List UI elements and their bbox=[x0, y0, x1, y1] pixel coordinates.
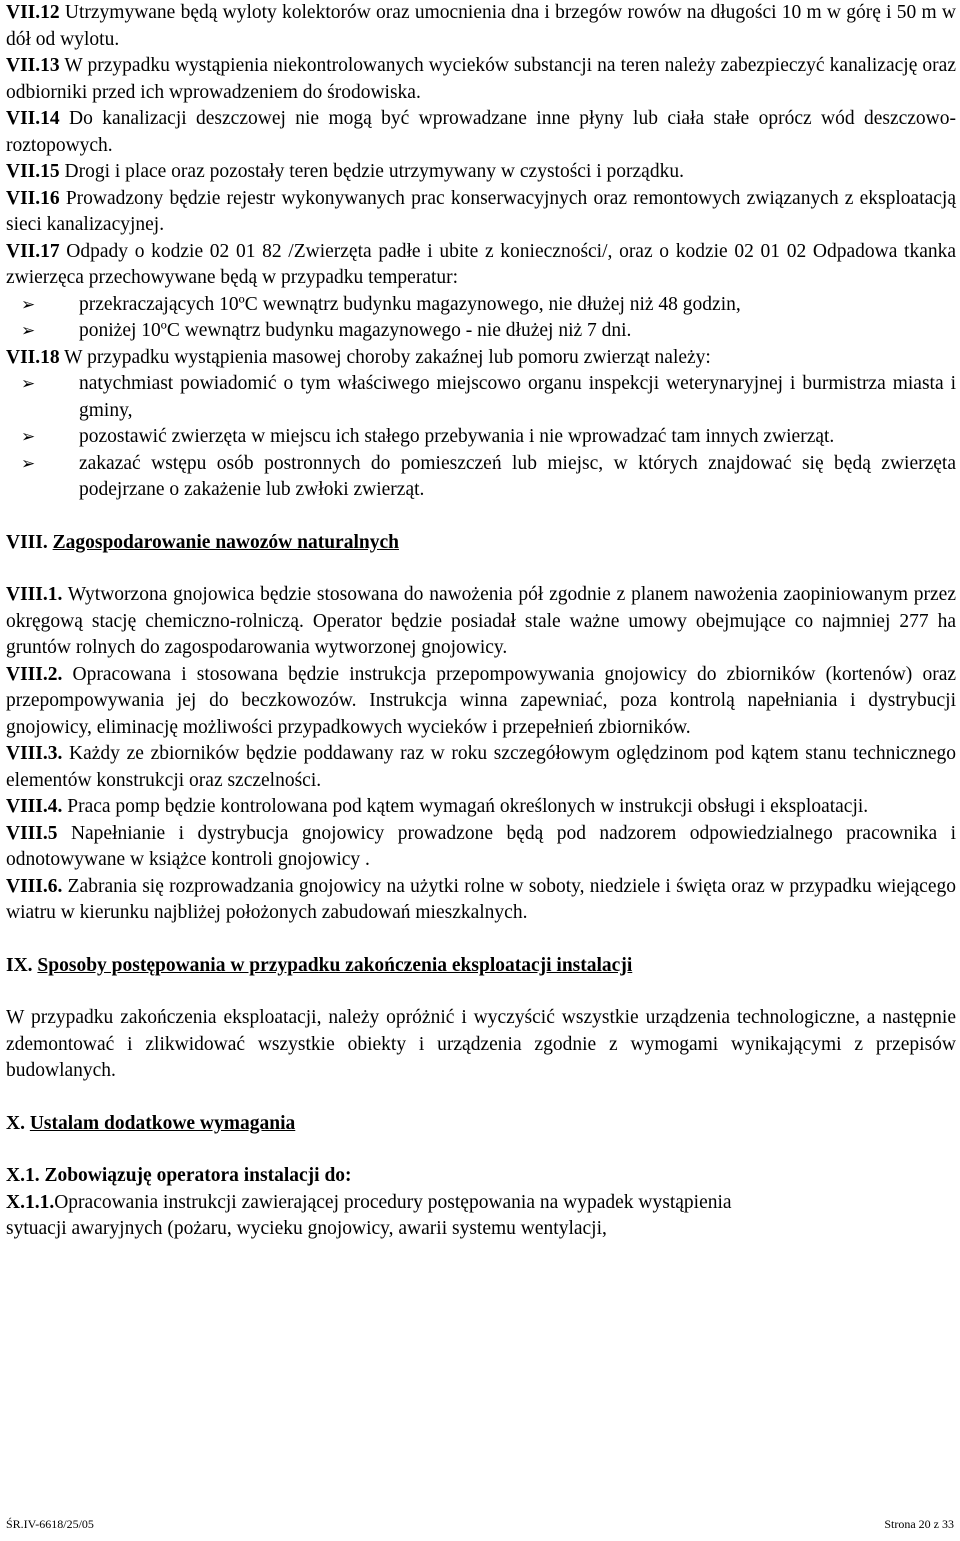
list-item bbox=[6, 424, 956, 451]
list-item bbox=[6, 371, 956, 424]
section-number: X. bbox=[6, 1112, 25, 1134]
paragraph-text: W przypadku wystąpienia masowej choroby zakaźnej lub pomoru zwierząt należy: bbox=[59, 346, 711, 368]
subheading-x-1: X.1. Zobowiązuję operatora instalacji do: bbox=[6, 1165, 352, 1186]
paragraph-viii-4 bbox=[6, 794, 956, 821]
page-number: Strona 20 z 33 bbox=[884, 1517, 954, 1531]
paragraph-viii-1 bbox=[6, 582, 956, 662]
paragraph-ref: VIII.5 bbox=[6, 822, 58, 844]
paragraph-text: Odpady o kodzie 02 01 82 /Zwierzęta padłe i ubite z konieczności/, oraz o kodzie 02 01 02 Odpadowa tkanka zwierzęca przechowywane będą w przypadku temperatur: bbox=[6, 240, 956, 288]
paragraph-text: Praca pomp będzie kontrolowana pod kątem wymagań określonych w instrukcji obsługi i eksploatacji. bbox=[62, 796, 869, 817]
section-heading-viii bbox=[6, 530, 956, 557]
section-number: IX. bbox=[6, 954, 33, 976]
arrow-bullet-icon: ➢ bbox=[21, 294, 36, 314]
bullet-list-vii-18 bbox=[6, 371, 956, 504]
paragraph-vii-17 bbox=[6, 239, 956, 292]
arrow-bullet-icon: ➢ bbox=[21, 321, 36, 340]
paragraph-ref: VIII.3. bbox=[6, 743, 63, 764]
paragraph-ref: VII.14 bbox=[6, 108, 60, 129]
paragraph-text: Opracowana i stosowana będzie instrukcja przepompowywania gnojowicy do zbiorników (kortenów) oraz przepompowywania jej do beczkowozów. Instrukcja winna zapewniać, poza kontrolą napełniania i dystrybucji gnojowicy, eliminację możliwości przypadkowych wycieków i przepełnień zbiorników. bbox=[6, 663, 956, 738]
section-title: Zagospodarowanie nawozów naturalnych bbox=[52, 531, 399, 553]
paragraph-text: W przypadku wystąpienia niekontrolowanych wycieków substancji na teren należy zabezpieczyć kanalizację oraz odbiorniki przed ich wprowadzeniem do środowiska. bbox=[6, 55, 956, 103]
paragraph-ref: VII.17 bbox=[6, 240, 60, 262]
paragraph-ix-body: W przypadku zakończenia eksploatacji, należy opróżnić i wyczyścić wszystkie urządzenia technologiczne, a następnie zdemontować i zlikwidować wszystkie obiekty i urządzenia zgodnie z wymogami wynikającymi z przepisów budowlanych. bbox=[6, 1007, 956, 1081]
paragraph-vii-15 bbox=[6, 159, 956, 186]
paragraph-viii-6 bbox=[6, 874, 956, 927]
paragraph-text: Każdy ze zbiorników będzie poddawany raz w roku szczegółowym oględzinom pod kątem stanu technicznego elementów konstrukcji oraz szczelności. bbox=[6, 743, 956, 791]
section-heading-x bbox=[6, 1111, 956, 1138]
document-page bbox=[6, 0, 956, 1243]
section-number: VIII. bbox=[6, 531, 48, 553]
section-title: Sposoby postępowania w przypadku zakończenia eksploatacji instalacji bbox=[37, 954, 633, 976]
paragraph-vii-16 bbox=[6, 186, 956, 239]
paragraph-ref: VII.12 bbox=[6, 2, 60, 23]
paragraph-text: Napełnianie i dystrybucja gnojowicy prowadzone będą pod nadzorem odpowiedzialnego pracownika i odnotowywane w książce kontroli gnojowicy . bbox=[6, 822, 956, 870]
paragraph-text: Drogi i place oraz pozostały teren będzie utrzymywany w czystości i porządku. bbox=[59, 161, 684, 182]
paragraph-ref: VIII.2. bbox=[6, 663, 63, 685]
paragraph-text: Wytworzona gnojowica będzie stosowana do nawożenia pół zgodnie z planem nawożenia zaopiniowanym przez okręgową stację chemiczno-rolniczą. Operator będzie posiadał stale ważne umowy obejmujące co najmniej 277 ha gruntów rolnych do zagospodarowania wytworzonej gnojowicy. bbox=[6, 584, 956, 658]
paragraph-viii-5 bbox=[6, 821, 956, 874]
paragraph-ref: VII.16 bbox=[6, 187, 60, 209]
list-item-text: przekraczających 10ºC wewnątrz budynku magazynowego, nie dłużej niż 48 godzin, bbox=[79, 293, 741, 315]
paragraph-text: Opracowania instrukcji zawierającej procedury postępowania na wypadek wystąpienia bbox=[54, 1191, 732, 1213]
paragraph-ref: X.1.1. bbox=[6, 1191, 55, 1213]
paragraph-ref: VII.18 bbox=[6, 346, 60, 368]
paragraph-vii-12 bbox=[6, 0, 956, 53]
paragraph-vii-13 bbox=[6, 53, 956, 106]
list-item-text: poniżej 10ºC wewnątrz budynku magazynowego - nie dłużej niż 7 dni. bbox=[79, 320, 632, 341]
arrow-bullet-icon: ➢ bbox=[21, 374, 36, 393]
arrow-bullet-icon: ➢ bbox=[21, 427, 36, 446]
paragraph-ref: VII.13 bbox=[6, 55, 60, 76]
section-heading-ix bbox=[6, 953, 956, 980]
paragraph-text: Prowadzony będzie rejestr wykonywanych prac konserwacyjnych oraz remontowych związanych z eksploatacją sieci kanalizacyjnej. bbox=[6, 187, 956, 235]
arrow-bullet-icon: ➢ bbox=[21, 453, 36, 473]
list-item-text: zakazać wstępu osób postronnych do pomieszczeń lub miejsc, w których znajdować się będą zwierzęta podejrzane o zakażenie lub zwłoki zwierząt. bbox=[79, 452, 956, 500]
paragraph-x-1-1 bbox=[6, 1190, 956, 1243]
paragraph-ref: VIII.6. bbox=[6, 875, 63, 897]
paragraph-viii-3 bbox=[6, 741, 956, 794]
list-item-text: natychmiast powiadomić o tym właściwego miejscowo organu inspekcji weterynaryjnej i burmistrza miasta i gminy, bbox=[79, 373, 956, 421]
paragraph-vii-18 bbox=[6, 345, 956, 372]
list-item bbox=[6, 292, 956, 319]
paragraph-vii-14 bbox=[6, 106, 956, 159]
paragraph-text: Zabrania się rozprowadzania gnojowicy na użytki rolne w soboty, niedziele i święta oraz w przypadku wiejącego wiatru w kierunku najbliżej położonych zabudowań mieszkalnych. bbox=[6, 875, 956, 923]
section-title: Ustalam dodatkowe wymagania bbox=[29, 1112, 296, 1134]
paragraph-viii-2 bbox=[6, 662, 956, 742]
list-item bbox=[6, 451, 956, 504]
paragraph-ref: VIII.1. bbox=[6, 584, 63, 605]
document-id: ŚR.IV-6618/25/05 bbox=[6, 1517, 94, 1531]
paragraph-text: Do kanalizacji deszczowej nie mogą być wprowadzane inne płyny lub ciała stałe oprócz wód deszczowo-roztopowych. bbox=[6, 108, 956, 156]
paragraph-ref: VIII.4. bbox=[6, 796, 63, 817]
paragraph-text: Utrzymywane będą wyloty kolektorów oraz umocnienia dna i brzegów rowów na długości 10 m w górę i 50 m w dół od wylotu. bbox=[6, 2, 956, 50]
paragraph-text-continued: sytuacji awaryjnych (pożaru, wycieku gnojowicy, awarii systemu wentylacji, bbox=[6, 1218, 607, 1239]
list-item bbox=[6, 318, 956, 345]
paragraph-ref: VII.15 bbox=[6, 161, 60, 182]
list-item-text: pozostawić zwierzęta w miejscu ich stałego przebywania i nie wprowadzać tam innych zwierząt. bbox=[79, 426, 835, 447]
bullet-list-vii-17 bbox=[6, 292, 956, 345]
